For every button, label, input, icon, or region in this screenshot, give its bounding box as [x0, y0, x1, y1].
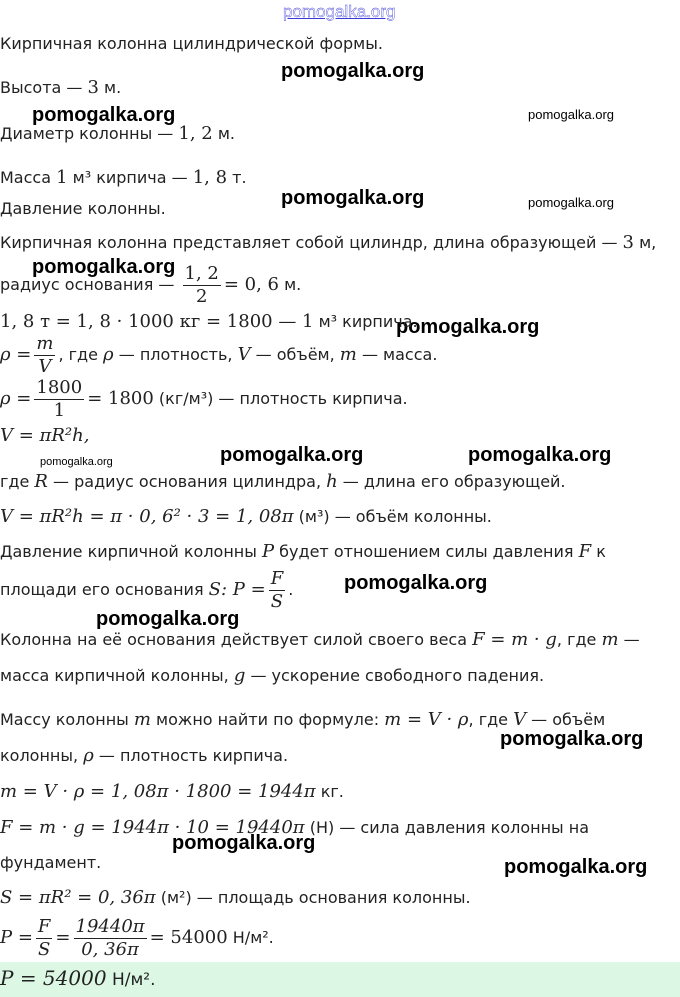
formula-line: ρ = $\frac{m}{V}$ , где ρ — плотность, V — объём, m — масса. [0, 333, 438, 377]
formula-line: P = $\frac{F}{S}$ = $\frac{19440\pi}{0, 36\pi}$ = 54000 Н/м². [0, 916, 274, 960]
watermark: pomogalka.org [32, 104, 176, 126]
watermark: pomogalka.org [344, 572, 488, 594]
text-line: фундамент. [0, 853, 102, 872]
text-line: Масса 1 м³ кирпича — 1, 8 т. [0, 167, 247, 188]
text-line: масса кирпичной колонны, g — ускорение свободного падения. [0, 665, 545, 686]
watermark: pomogalka.org [172, 832, 316, 854]
watermark: pomogalka.org [528, 107, 614, 122]
text-line: Диаметр колонны — 1, 2 м. [0, 123, 235, 144]
formula-line: V = πR²h = π · 0, 6² · 3 = 1, 08π (м³) — объём колонны. [0, 506, 492, 527]
watermark: pomogalka.org [500, 728, 644, 750]
watermark: pomogalka.org [281, 187, 425, 209]
formula-line: 1, 8 т = 1, 8 · 1000 кг = 1800 — 1 м³ кирпича. [0, 311, 418, 332]
formula-line: радиус основания — $\frac{1, 2}{2}$ = 0, 6 м. [0, 263, 302, 307]
answer-line: P = 54000 Н/м². [0, 966, 156, 990]
watermark: pomogalka.org [504, 856, 648, 878]
formula-line: V = πR²h, [0, 425, 90, 446]
watermark: pomogalka.org [96, 608, 240, 630]
text-line: колонны, ρ — плотность кирпича. [0, 745, 289, 766]
text-line: Давление колонны. [0, 199, 166, 218]
text-line: Массу колонны m можно найти по формуле: m = V · ρ, где V — объём [0, 709, 606, 730]
watermark: pomogalka.org [468, 444, 612, 466]
watermark: pomogalka.org [281, 60, 425, 82]
text-line: где R — радиус основания цилиндра, h — длина его образующей. [0, 471, 566, 492]
formula-line: F = m · g = 1944π · 10 = 19440π (Н) — сила давления колонны на [0, 817, 590, 838]
watermark: pomogalka.org [396, 316, 540, 338]
watermark: pomogalka.org [40, 456, 113, 468]
watermark: pomogalka.org [32, 256, 176, 278]
site-link[interactable]: pomogalka.org [283, 2, 396, 21]
formula-line: m = V · ρ = 1, 08π · 1800 = 1944π кг. [0, 781, 344, 802]
watermark: pomogalka.org [220, 444, 364, 466]
text-line: Высота — 3 м. [0, 77, 122, 98]
fraction: $\frac{F}{S}$ [37, 916, 51, 960]
formula-line: S = πR² = 0, 36π (м²) — площадь основания колонны. [0, 887, 471, 908]
formula-line: площади его основания S: P = $\frac{F}{S}$ . [0, 568, 294, 612]
text-line: Кирпичная колонна цилиндрической формы. [0, 34, 383, 53]
text-line: Давление кирпичной колонны P будет отношением силы давления F к [0, 541, 606, 562]
fraction: $\frac{19440\pi}{0, 36\pi}$ [75, 916, 145, 960]
text-line: Кирпичная колонна представляет собой цилиндр, длина образующей — 3 м, [0, 232, 657, 253]
fraction: $\frac{1, 2}{2}$ [184, 263, 219, 307]
watermark: pomogalka.org [528, 195, 614, 210]
text-line: Колонна на её основания действует силой своего веса F = m · g, где m — [0, 629, 640, 650]
fraction: $\frac{1800}{1}$ [36, 377, 83, 421]
fraction: $\frac{m}{V}$ [36, 333, 54, 377]
formula-line: ρ = $\frac{1800}{1}$ = 1800 (кг/м³) — плотность кирпича. [0, 377, 408, 421]
fraction: $\frac{F}{S}$ [270, 568, 284, 612]
